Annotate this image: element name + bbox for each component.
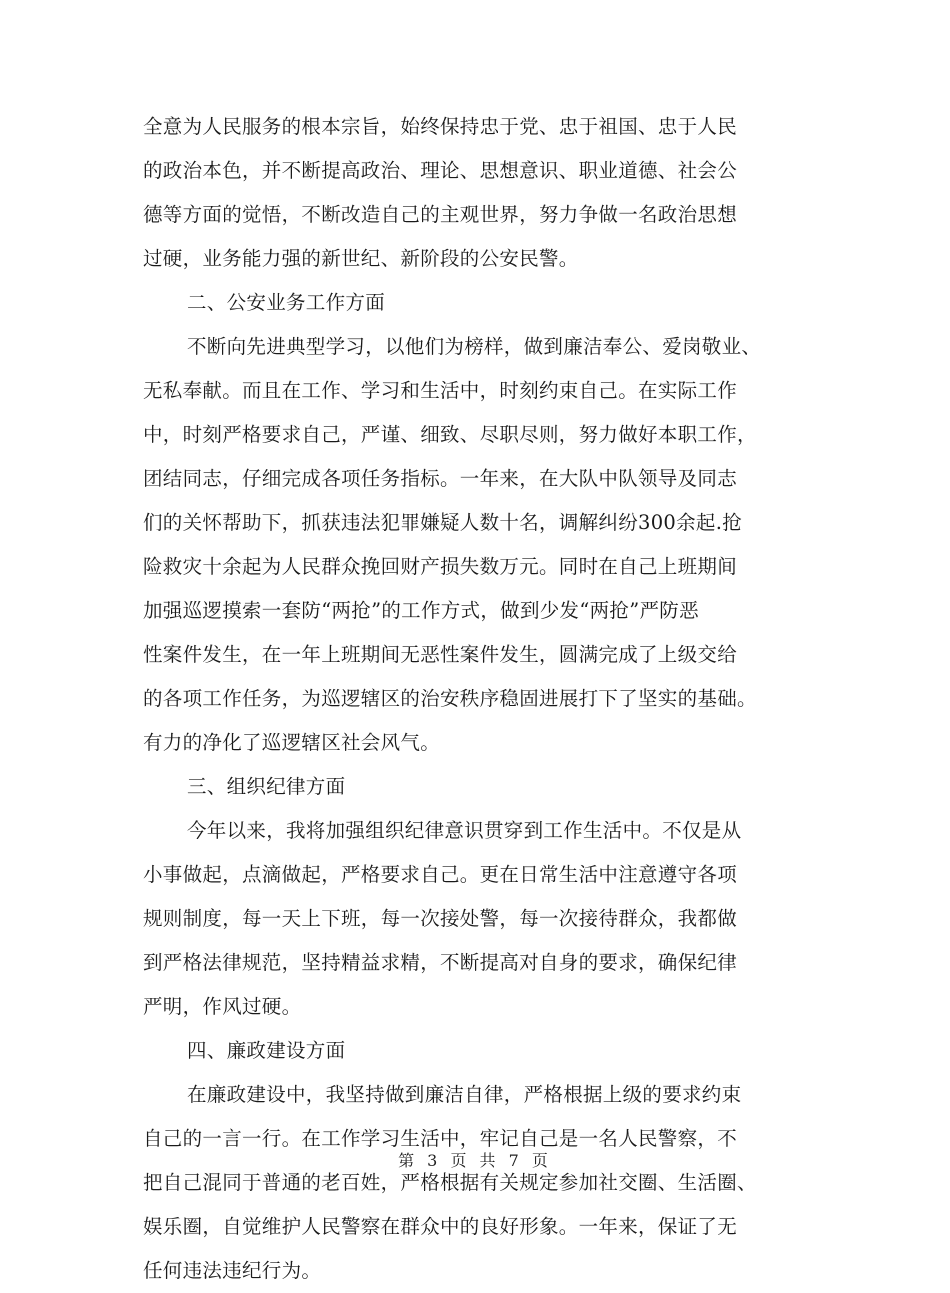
text-line: 自己的一言一行。在工作学习生活中，牢记自己是一名人民警察，不 bbox=[143, 1127, 738, 1150]
page-number-footer: 第 3 页 共 7 页 bbox=[398, 1151, 552, 1170]
text-line: 无私奉献。而且在工作、学习和生活中，时刻约束自己。在实际工作 bbox=[143, 379, 738, 402]
text-line: 小事做起，点滴做起，严格要求自己。更在日常生活中注意遵守各项 bbox=[143, 863, 738, 886]
text-line: 任何违法违纪行为。 bbox=[143, 1259, 322, 1282]
text-line: 娱乐圈，自觉维护人民警察在群众中的良好形象。一年来，保证了无 bbox=[143, 1215, 738, 1238]
text-line: 过硬，业务能力强的新世纪、新阶段的公安民警。 bbox=[143, 247, 579, 270]
text-line: 到严格法律规范，坚持精益求精，不断提高对自身的要求，确保纪律 bbox=[143, 951, 738, 974]
document-body bbox=[143, 105, 813, 1293]
paragraph-start-line: 四、廉政建设方面 bbox=[187, 1039, 346, 1062]
paragraph-start-line: 不断向先进典型学习，以他们为榜样，做到廉洁奉公、爱岗敬业、 bbox=[187, 335, 762, 358]
text-line: 团结同志，仔细完成各项任务指标。一年来，在大队中队领导及同志 bbox=[143, 467, 738, 490]
paragraph-start-line: 今年以来，我将加强组织纪律意识贯穿到工作生活中。不仅是从 bbox=[187, 819, 742, 842]
paragraph-start-line: 三、组织纪律方面 bbox=[187, 775, 346, 798]
text-line: 把自己混同于普通的老百姓，严格根据有关规定参加社交圈、生活圈、 bbox=[143, 1171, 757, 1194]
text-line: 险救灾十余起为人民群众挽回财产损失数万元。同时在自己上班期间 bbox=[143, 555, 738, 578]
text-line: 严明，作风过硬。 bbox=[143, 995, 302, 1018]
text-line: 加强巡逻摸索一套防“两抢”的工作方式，做到少发“两抢”严防恶 bbox=[143, 599, 699, 622]
text-line: 的各项工作任务，为巡逻辖区的治安秩序稳固进展打下了坚实的基础。 bbox=[143, 687, 757, 710]
text-line: 全意为人民服务的根本宗旨，始终保持忠于党、忠于祖国、忠于人民 bbox=[143, 115, 738, 138]
text-line: 规则制度，每一天上下班，每一次接处警，每一次接待群众，我都做 bbox=[143, 907, 738, 930]
text-line: 性案件发生，在一年上班期间无恶性案件发生，圆满完成了上级交给 bbox=[143, 643, 738, 666]
text-line: 有力的净化了巡逻辖区社会风气。 bbox=[143, 731, 441, 754]
paragraph-start-line: 二、公安业务工作方面 bbox=[187, 291, 386, 314]
text-line: 们的关怀帮助下，抓获违法犯罪嫌疑人数十名，调解纠纷300余起.抢 bbox=[143, 511, 743, 534]
text-line: 的政治本色，并不断提高政治、理论、思想意识、职业道德、社会公 bbox=[143, 159, 738, 182]
text-line: 中，时刻严格要求自己，严谨、细致、尽职尽则，努力做好本职工作， bbox=[143, 423, 757, 446]
text-line: 德等方面的觉悟，不断改造自己的主观世界，努力争做一名政治思想 bbox=[143, 203, 738, 226]
paragraph-start-line: 在廉政建设中，我坚持做到廉洁自律，严格根据上级的要求约束 bbox=[187, 1083, 742, 1106]
